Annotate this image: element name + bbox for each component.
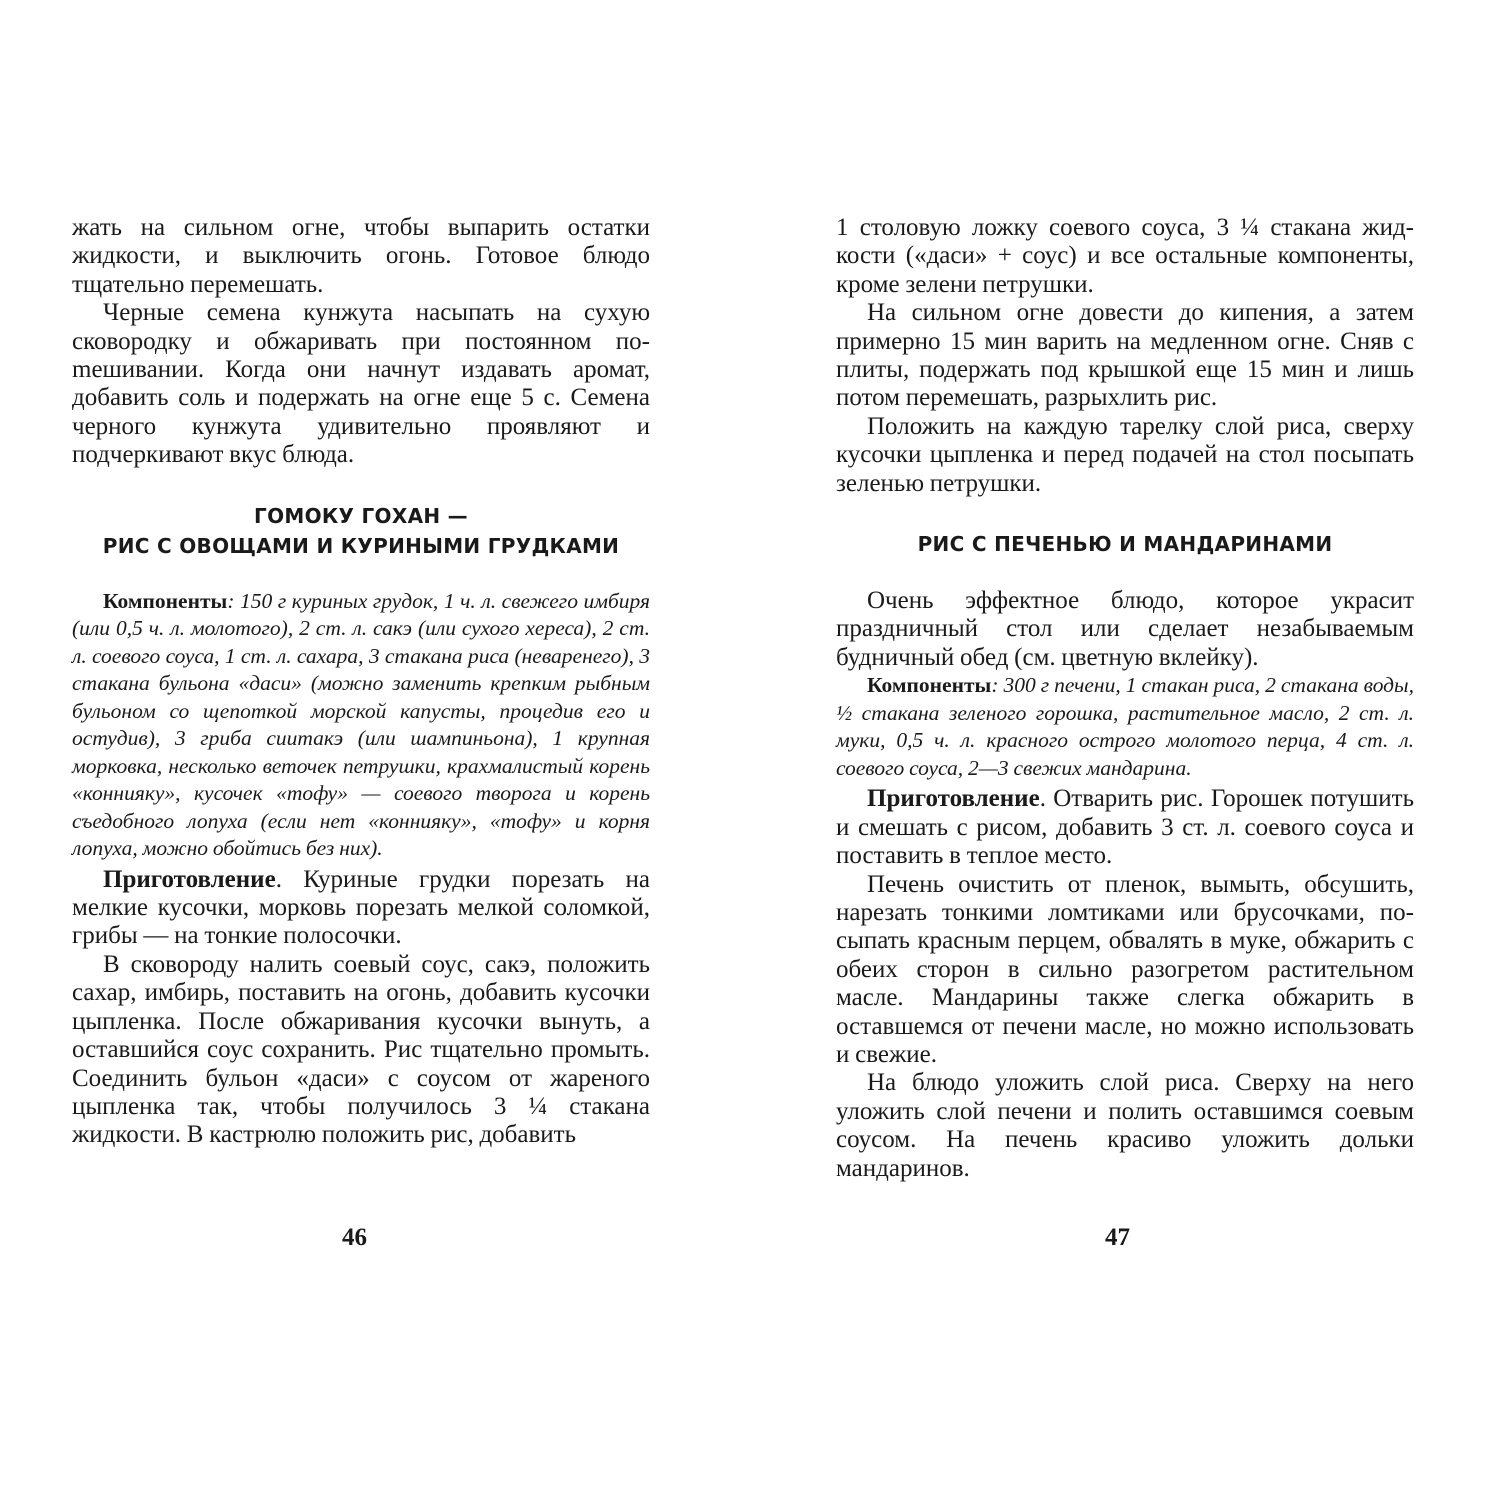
page-number-right: 47 xyxy=(1105,1224,1130,1251)
pan-paragraph: В сковороду налить соевый соус, сакэ, положить сахар, имбирь, поставить на огонь, добавить кусочки цыпленка. После обжаривания кусочки вынуть, а оставшийся соус сохранить. Рис тщательно промыть. Соединить бульон «даси» с соусом от жареного цыпленка так, чтобы получилось 3 ¼ стакана жидкости. В кастрюлю положить рис, добавить xyxy=(72,950,650,1149)
liver-paragraph: Печень очистить от пленок, вымыть, обсушить, нарезать тонкими ломтиками или брусочками, посыпать красным перцем, обвалять в муке, обжарить с обеих сторон в сильно разогретом растительном масле. Мандарины также слегка обжарить в оставшемся от печени масле, но можно использовать и свежие. xyxy=(836,870,1414,1068)
preparation-label: Приготовление xyxy=(103,865,276,893)
preparation-paragraph xyxy=(836,785,1414,870)
left-page xyxy=(72,214,650,1150)
continued-paragraph: 1 столовую ложку соевого соуса, 3 ¼ стакана жидкости («даси» + соус) и все остальные компоненты, кроме зелени петрушки. xyxy=(836,214,1414,298)
serve-paragraph: Положить на каждую тарелку слой риса, сверху кусочки цыпленка и перед подачей на стол посыпать зеленью петрушки. xyxy=(836,412,1414,497)
continued-paragraph: жать на сильном огне, чтобы выпарить остатки жидкости, и выключить огонь. Готовое блюдо тщательно перемешать. xyxy=(72,214,650,298)
recipe-title: РИС С ПЕЧЕНЬЮ И МАНДАРИНАМИ xyxy=(917,532,1333,557)
ingredients-label: Компоненты xyxy=(103,588,228,613)
preparation-text: . Отварить рис. Горошек потушить и смешать с рисом, добавить 3 ст. л. соевого соуса и поставить в теплое место. xyxy=(836,785,1414,870)
sesame-paragraph: Черные семена кунжута насыпать на сухую сковородку и обжаривать при постоянном поmешивании. Когда они начнут издавать аромат, добавить соль и подержать на огне еще 5 с. Семена черного кунжута удивительно проявляют и подчеркивают вкус блюда. xyxy=(72,299,650,469)
right-page xyxy=(836,214,1414,1183)
ingredients-label: Компоненты xyxy=(867,673,992,698)
plate-paragraph: На блюдо уложить слой риса. Сверху на него уложить слой печени и полить оставшимся соевым соусом. На печень красиво уложить дольки мандаринов. xyxy=(836,1069,1414,1182)
ingredients-paragraph xyxy=(72,588,650,863)
boil-paragraph: На сильном огне довести до кипения, а затем примерно 15 мин варить на медленном огне. Сняв с плиты, подержать под крышкой еще 15 мин и лишь потом перемешать, разрыхлить рис. xyxy=(836,299,1414,412)
ingredients-text: : 150 г куриных грудок, 1 ч. л. свежего имбиря (или 0,5 ч. л. молотого), 2 ст. л. сакэ (или сухого хереса), 2 ст. л. соевого соуса, 1 ст. л. сахара, 3 стакана риса (неваренего), 3 стакана бульона «даси» (можно заменить крепким рыбным бульоном со щепоткой морской капусты, процедив его и остудив), 3 гриба сиитакэ (или шампиньона), 1 крупная морковка, несколько веточек петрушки, крахмалистый корень «коннияку», кусочек «тофу» — соевого творога и корень съедобного лопуха (если нет «коннияку», «тофу» и корня лопуха, можно обойтись без них). xyxy=(72,588,650,861)
preparation-label: Приготовление xyxy=(867,785,1040,813)
recipe-title-line1: ГОМОКУ ГОХАН — xyxy=(254,503,468,528)
recipe-title-line2: РИС С ОВОЩАМИ И КУРИНЫМИ ГРУДКАМИ xyxy=(102,533,620,558)
ingredients-paragraph xyxy=(836,672,1414,782)
preparation-paragraph xyxy=(72,866,650,951)
page-number-left: 46 xyxy=(342,1224,367,1251)
ingredients-text: : 300 г печени, 1 стакан риса, 2 стакана воды, ½ стакана зеленого горошка, растительное масло, 2 ст. л. муки, 0,5 ч. л. красного острого молотого перца, 4 ст. л. соевого соуса, 2—3 свежих мандарина. xyxy=(836,673,1414,780)
preparation-text: . Куриные грудки порезать на мелкие кусочки, морковь порезать мелкой соломкой, грибы — на тонкие полосочки. xyxy=(72,865,650,950)
intro-paragraph: Очень эффектное блюдо, которое украсит праздничный стол или сделает незабываемым будничный обед (см. цветную вклейку). xyxy=(836,587,1414,671)
